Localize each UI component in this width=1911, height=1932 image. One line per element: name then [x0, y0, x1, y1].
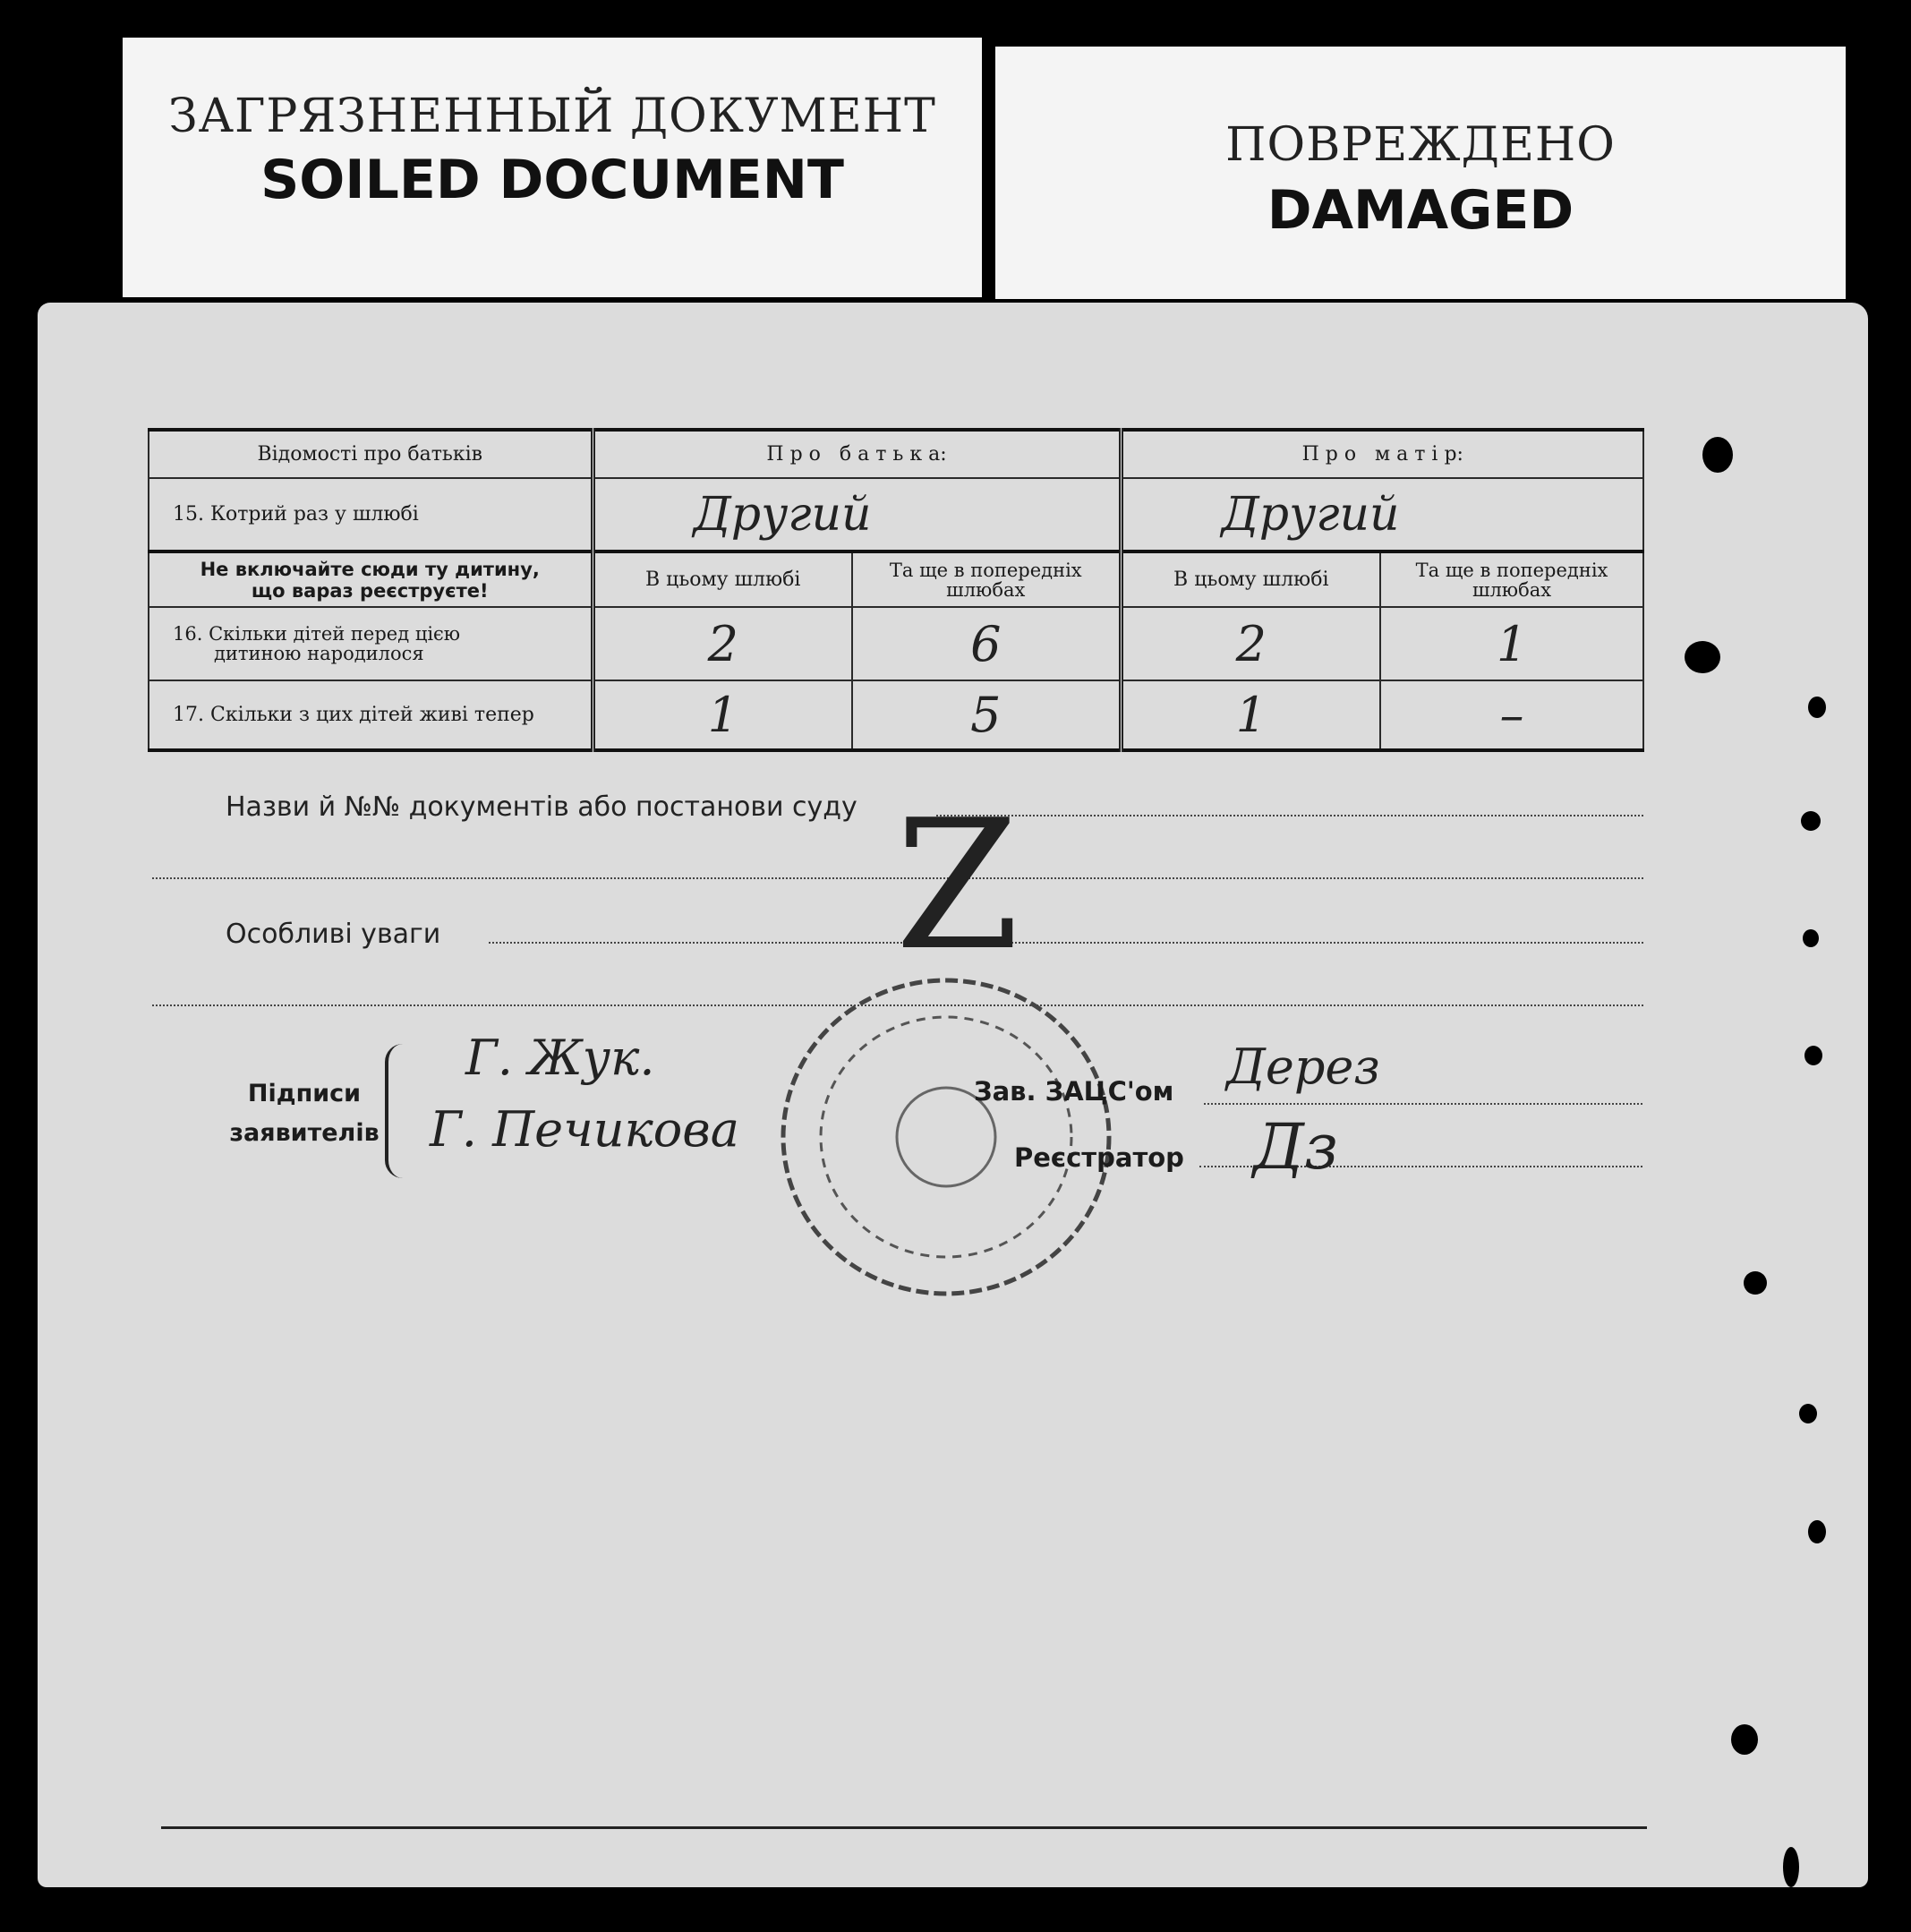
head-of-registry-label: Зав. ЗАЦС'ом — [974, 1076, 1174, 1107]
row16-label-line2: дитиною народилося — [214, 643, 424, 664]
exclude-note-line2: що вараз реєструєте! — [251, 579, 489, 602]
row16-label — [149, 607, 593, 680]
parents-info-table — [148, 428, 1642, 752]
prev-line1: Та ще в попередніх — [1415, 559, 1608, 581]
row17-father-this: 1 — [593, 680, 852, 750]
row15-mother: Другий — [1121, 478, 1643, 551]
row16-label-line1: 16. Скільки дітей перед цією — [173, 623, 461, 645]
applicants-label-line1: Підписи — [247, 1080, 362, 1107]
mother-prev-marriages-header — [1380, 551, 1643, 607]
punch-hole — [1731, 1724, 1758, 1755]
head-sig-line — [1204, 1103, 1642, 1105]
punch-hole — [1685, 641, 1720, 673]
applicant2-signature: Г. Печикова — [430, 1101, 739, 1158]
official-stamp — [772, 967, 1121, 1307]
soiled-label-ru: ЗАГРЯЗНЕННЫЙ ДОКУМЕНТ — [168, 90, 936, 143]
brace — [385, 1044, 406, 1178]
notes-line — [489, 942, 1643, 944]
applicants-signatures-label — [215, 1074, 394, 1153]
notes-z-mark: Z — [895, 782, 1019, 990]
punch-hole — [1808, 697, 1826, 718]
damaged-label — [995, 47, 1846, 299]
head-signature: Дерез — [1226, 1039, 1380, 1095]
punch-hole — [1744, 1271, 1767, 1295]
punch-hole — [1702, 437, 1733, 473]
registrar-signature: Дз — [1253, 1110, 1339, 1184]
documents-label: Назви й №№ документів або постанови суду — [226, 791, 857, 823]
mother-this-marriage-header: В цьому шлюбі — [1121, 551, 1380, 607]
row17-mother-prev: – — [1380, 680, 1643, 750]
punch-hole — [1801, 811, 1821, 831]
punch-hole — [1804, 1046, 1822, 1065]
damaged-label-ru: ПОВРЕЖДЕНО — [1225, 118, 1616, 172]
prev-line1: Та ще в попередніх — [889, 559, 1082, 581]
applicants-label-line2: заявителів — [229, 1119, 380, 1147]
documents-line — [936, 815, 1643, 816]
row15-father: Другий — [593, 478, 1121, 551]
header-mother: П р о м а т і р: — [1121, 430, 1643, 478]
row16-father-this: 2 — [593, 607, 852, 680]
registrar-label: Реєстратор — [1014, 1142, 1184, 1173]
row16-mother-this: 2 — [1121, 607, 1380, 680]
punch-hole — [1783, 1847, 1799, 1887]
row17-label: 17. Скільки з цих дітей живі тепер — [149, 680, 593, 750]
row17-mother-this: 1 — [1121, 680, 1380, 750]
notes-label: Особливі уваги — [226, 919, 441, 950]
exclude-note — [149, 551, 593, 607]
father-this-marriage-header: В цьому шлюбі — [593, 551, 852, 607]
punch-hole — [1808, 1520, 1826, 1543]
prev-line2: шлюбах — [1472, 578, 1552, 601]
soiled-label-en: SOILED DOCUMENT — [260, 149, 844, 211]
applicant1-signature: Г. Жук. — [465, 1030, 655, 1086]
prev-line2: шлюбах — [946, 578, 1026, 601]
row17-father-prev: 5 — [852, 680, 1121, 750]
row15-label: 15. Котрий раз у шлюбі — [149, 478, 593, 551]
row16-father-prev: 6 — [852, 607, 1121, 680]
punch-hole — [1799, 1404, 1817, 1423]
father-prev-marriages-header — [852, 551, 1121, 607]
bottom-rule — [161, 1826, 1647, 1829]
damaged-label-en: DAMAGED — [1267, 179, 1574, 242]
exclude-note-line1: Не включайте сюди ту дитину, — [200, 558, 540, 580]
soiled-document-label — [123, 38, 982, 297]
header-parents: Відомості про батьків — [149, 430, 593, 478]
row16-mother-prev: 1 — [1380, 607, 1643, 680]
header-father: П р о б а т ь к а: — [593, 430, 1121, 478]
punch-hole — [1803, 929, 1819, 947]
